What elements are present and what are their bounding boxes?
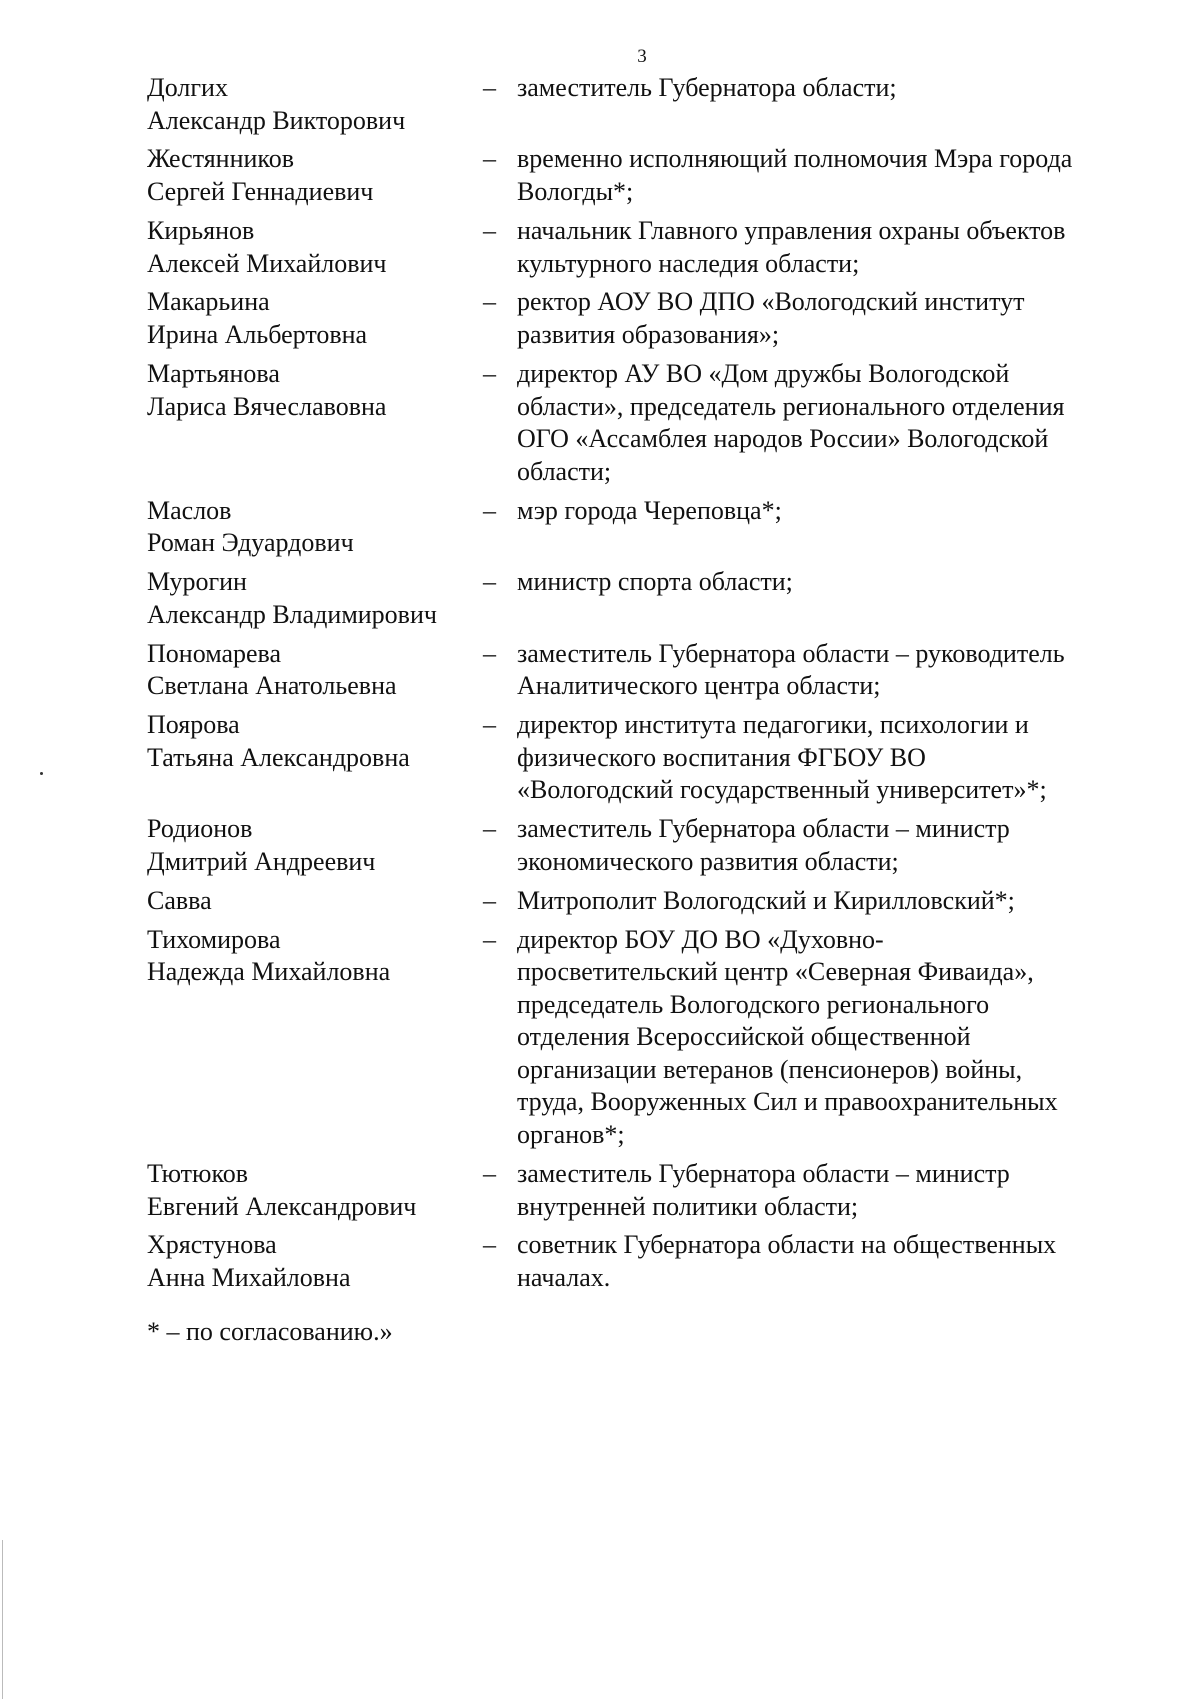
member-surname: Кирьянов <box>147 215 255 245</box>
member-row <box>147 924 1137 1152</box>
member-dash: – <box>483 1158 496 1188</box>
member-position: заместитель Губернатора области; <box>517 73 897 102</box>
member-position: временно исполняющий полномочия Мэра города Вологды*; <box>517 144 1073 207</box>
member-dash: – <box>483 814 496 844</box>
member-surname: Тихомирова <box>147 924 281 954</box>
member-dash: – <box>483 144 496 174</box>
member-given-names: Лариса Вячеславовна <box>147 391 387 421</box>
member-row <box>147 638 1137 703</box>
member-row <box>147 215 1137 280</box>
member-given-names: Алексей Михайлович <box>147 248 387 278</box>
member-given-names: Светлана Анатольевна <box>147 671 397 701</box>
member-name <box>147 143 483 208</box>
member-surname: Поярова <box>147 710 240 740</box>
member-position: советник Губернатора области на общественных началах. <box>517 1230 1057 1293</box>
member-surname: Родионов <box>147 814 253 844</box>
scan-edge-line <box>2 1540 3 1699</box>
member-surname: Тютюков <box>147 1158 249 1188</box>
member-position: заместитель Губернатора области – министр внутренней политики области; <box>517 1158 1010 1221</box>
member-row <box>147 358 1137 488</box>
member-name <box>147 885 483 918</box>
member-given-names: Ирина Альбертовна <box>147 320 368 350</box>
member-position: начальник Главного управления охраны объектов культурного наследия области; <box>517 215 1066 278</box>
member-dash: – <box>483 73 496 102</box>
member-row <box>147 143 1137 208</box>
member-given-names: Александр Викторович <box>147 105 406 135</box>
member-name <box>147 286 483 351</box>
member-row <box>147 566 1137 631</box>
member-row <box>147 1158 1137 1223</box>
member-dash: – <box>483 495 496 525</box>
member-name <box>147 638 483 703</box>
member-dash: – <box>483 710 496 740</box>
member-surname: Мурогин <box>147 567 247 597</box>
member-dash: – <box>483 358 496 388</box>
member-dash: – <box>483 567 496 597</box>
member-name <box>147 72 483 137</box>
member-given-names: Дмитрий Андреевич <box>147 846 376 876</box>
member-position: ректор АОУ ВО ДПО «Вологодский институт развития образования»; <box>517 287 1025 350</box>
member-surname: Хрястунова <box>147 1230 277 1260</box>
member-row <box>147 495 1137 560</box>
footnote: * – по согласованию.» <box>147 1317 393 1346</box>
member-given-names: Роман Эдуардович <box>147 528 354 558</box>
member-row <box>147 885 1137 918</box>
member-name <box>147 358 483 423</box>
member-position: министр спорта области; <box>517 567 793 597</box>
member-given-names: Анна Михайловна <box>147 1263 351 1293</box>
member-position: директор АУ ВО «Дом дружбы Вологодской области», председатель регионального отделения ОГО «Ассамблея народов России» Вологодской области; <box>517 358 1065 486</box>
member-surname: Пономарева <box>147 638 282 668</box>
member-row <box>147 709 1137 807</box>
member-position: директор института педагогики, психологии и физического воспитания ФГБОУ ВО «Вологодский государственный университет»*; <box>517 710 1047 805</box>
member-name <box>147 813 483 878</box>
page-number: 3 <box>637 46 647 67</box>
member-position: заместитель Губернатора области – министр экономического развития области; <box>517 814 1010 876</box>
member-surname: Мартьянова <box>147 358 280 388</box>
member-surname: Маслов <box>147 495 232 525</box>
member-name <box>147 215 483 280</box>
member-given-names: Александр Владимирович <box>147 599 437 629</box>
member-position: Митрополит Вологодский и Кирилловский*; <box>517 885 1015 915</box>
member-row <box>147 286 1137 351</box>
member-name <box>147 1229 483 1294</box>
member-name <box>147 495 483 560</box>
scan-mark <box>40 772 43 775</box>
member-given-names: Татьяна Александровна <box>147 742 410 772</box>
member-dash: – <box>483 287 496 317</box>
member-dash: – <box>483 638 496 668</box>
member-row <box>147 1229 1137 1294</box>
member-dash: – <box>483 215 496 245</box>
member-given-names: Сергей Геннадиевич <box>147 177 374 207</box>
member-given-names: Надежда Михайловна <box>147 957 391 987</box>
member-row <box>147 72 1137 137</box>
member-dash: – <box>483 885 496 915</box>
member-name <box>147 1158 483 1223</box>
member-dash: – <box>483 924 496 954</box>
member-dash: – <box>483 1230 496 1260</box>
member-position: мэр города Череповца*; <box>517 495 782 525</box>
member-position: директор БОУ ДО ВО «Духовно- просветительский центр «Северная Фиваида», председатель Вологодского регионального отделения Всероссийской общественной организации ветеранов (пенсионеров) войны, труда, Вооруженных Сил и правоохранительных органов*; <box>517 924 1058 1150</box>
member-list <box>147 72 1137 1301</box>
member-surname: Жестянников <box>147 144 295 174</box>
member-name <box>147 924 483 989</box>
member-given-names: Евгений Александрович <box>147 1191 417 1221</box>
member-surname: Савва <box>147 885 212 915</box>
member-position: заместитель Губернатора области – руководитель Аналитического центра области; <box>517 638 1065 701</box>
member-name <box>147 566 483 631</box>
member-row <box>147 813 1137 878</box>
member-surname: Долгих <box>147 73 228 102</box>
member-name <box>147 709 483 774</box>
member-surname: Макарьина <box>147 287 270 317</box>
